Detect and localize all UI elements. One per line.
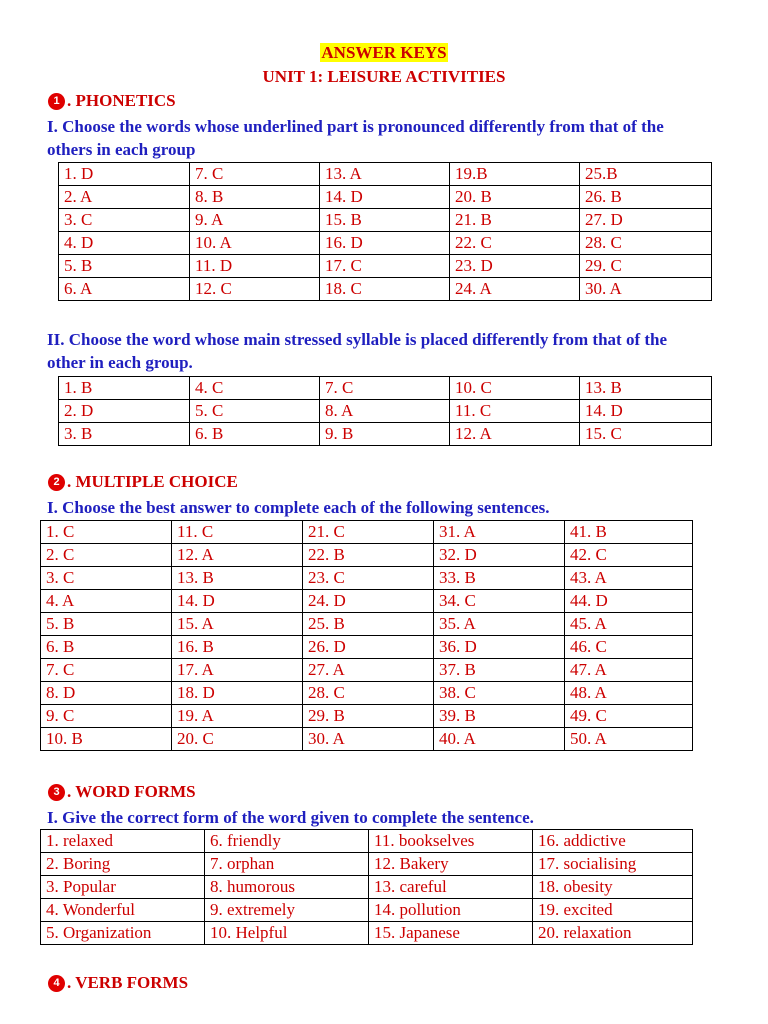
phonetics-part1-answers xyxy=(58,162,712,301)
answer-cell: 21. C xyxy=(303,521,434,544)
answer-cell: 4. A xyxy=(41,590,172,613)
answer-cell: 15. A xyxy=(172,613,303,636)
table-row xyxy=(59,377,712,400)
section-title: . VERB FORMS xyxy=(67,973,189,992)
answer-cell: 1. C xyxy=(41,521,172,544)
table-row xyxy=(41,728,693,751)
answer-cell: 12. A xyxy=(450,423,580,446)
answer-cell: 36. D xyxy=(434,636,565,659)
section-title: . WORD FORMS xyxy=(67,782,196,801)
table-row xyxy=(41,922,693,945)
answer-cell: 8. D xyxy=(41,682,172,705)
answer-cell: 18. C xyxy=(320,278,450,301)
section-word-forms-heading xyxy=(48,782,196,802)
answer-cell: 27. A xyxy=(303,659,434,682)
answer-cell: 10. B xyxy=(41,728,172,751)
answer-cell: 37. B xyxy=(434,659,565,682)
answer-cell: 13. A xyxy=(320,163,450,186)
table-row xyxy=(41,830,693,853)
answer-cell: 20. B xyxy=(450,186,580,209)
answer-cell: 47. A xyxy=(565,659,693,682)
table-row xyxy=(41,682,693,705)
table-row xyxy=(41,899,693,922)
answer-cell: 3. Popular xyxy=(41,876,205,899)
table-row xyxy=(41,613,693,636)
answer-cell: 23. D xyxy=(450,255,580,278)
answer-cell: 7. orphan xyxy=(205,853,369,876)
answer-cell: 11. bookselves xyxy=(369,830,533,853)
answer-cell: 15. C xyxy=(580,423,712,446)
table-row xyxy=(41,521,693,544)
answer-cell: 5. B xyxy=(41,613,172,636)
answer-cell: 6. A xyxy=(59,278,190,301)
answer-cell: 34. C xyxy=(434,590,565,613)
answer-cell: 8. A xyxy=(320,400,450,423)
answer-cell: 16. D xyxy=(320,232,450,255)
table-row xyxy=(41,876,693,899)
answer-cell: 9. C xyxy=(41,705,172,728)
answer-cell: 1. D xyxy=(59,163,190,186)
word-forms-answers xyxy=(40,829,693,945)
answer-cell: 19.B xyxy=(450,163,580,186)
answer-cell: 44. D xyxy=(565,590,693,613)
answer-cell: 21. B xyxy=(450,209,580,232)
page-title: ANSWER KEYS xyxy=(321,43,447,62)
answer-cell: 5. C xyxy=(190,400,320,423)
answer-cell: 14. pollution xyxy=(369,899,533,922)
section-verb-forms-heading xyxy=(48,973,188,993)
table-row xyxy=(59,163,712,186)
table-row xyxy=(41,636,693,659)
answer-cell: 2. D xyxy=(59,400,190,423)
answer-cell: 29. C xyxy=(580,255,712,278)
answer-cell: 12. C xyxy=(190,278,320,301)
answer-cell: 9. A xyxy=(190,209,320,232)
answer-cell: 28. C xyxy=(580,232,712,255)
answer-cell: 2. Boring xyxy=(41,853,205,876)
answer-cell: 17. socialising xyxy=(533,853,693,876)
answer-cell: 23. C xyxy=(303,567,434,590)
answer-cell: 46. C xyxy=(565,636,693,659)
answer-cell: 8. B xyxy=(190,186,320,209)
number-3-icon: 3 xyxy=(48,784,65,801)
phonetics-part2-answers xyxy=(58,376,712,446)
answer-cell: 31. A xyxy=(434,521,565,544)
answer-cell: 8. humorous xyxy=(205,876,369,899)
answer-cell: 13. careful xyxy=(369,876,533,899)
table-row xyxy=(41,590,693,613)
answer-cell: 4. Wonderful xyxy=(41,899,205,922)
answer-cell: 22. B xyxy=(303,544,434,567)
answer-cell: 11. D xyxy=(190,255,320,278)
table-row xyxy=(59,255,712,278)
answer-cell: 48. A xyxy=(565,682,693,705)
answer-cell: 26. D xyxy=(303,636,434,659)
answer-cell: 10. C xyxy=(450,377,580,400)
table-row xyxy=(59,400,712,423)
word-forms-instruction: I. Give the correct form of the word given to complete the sentence. xyxy=(47,808,534,827)
multiple-choice-instruction: I. Choose the best answer to complete each of the following sentences. xyxy=(47,498,550,517)
answer-cell: 13. B xyxy=(580,377,712,400)
answer-cell: 3. B xyxy=(59,423,190,446)
answer-cell: 16. B xyxy=(172,636,303,659)
answer-cell: 14. D xyxy=(320,186,450,209)
answer-cell: 14. D xyxy=(172,590,303,613)
answer-cell: 5. B xyxy=(59,255,190,278)
answer-cell: 9. B xyxy=(320,423,450,446)
answer-cell: 20. C xyxy=(172,728,303,751)
number-2-icon: 2 xyxy=(48,474,65,491)
answer-cell: 16. addictive xyxy=(533,830,693,853)
answer-cell: 13. B xyxy=(172,567,303,590)
table-row xyxy=(59,278,712,301)
answer-cell: 3. C xyxy=(41,567,172,590)
table-row xyxy=(41,705,693,728)
table-row xyxy=(59,423,712,446)
answer-cell: 45. A xyxy=(565,613,693,636)
unit-title: UNIT 1: LEISURE ACTIVITIES xyxy=(262,67,506,86)
answer-cell: 7. C xyxy=(320,377,450,400)
answer-cell: 15. Japanese xyxy=(369,922,533,945)
section-phonetics-heading xyxy=(48,91,176,111)
answer-cell: 41. B xyxy=(565,521,693,544)
answer-cell: 30. A xyxy=(580,278,712,301)
answer-cell: 10. Helpful xyxy=(205,922,369,945)
answer-cell: 26. B xyxy=(580,186,712,209)
answer-cell: 7. C xyxy=(190,163,320,186)
table-row xyxy=(41,544,693,567)
answer-cell: 4. D xyxy=(59,232,190,255)
answer-cell: 29. B xyxy=(303,705,434,728)
answer-cell: 12. A xyxy=(172,544,303,567)
answer-cell: 4. C xyxy=(190,377,320,400)
answer-cell: 11. C xyxy=(450,400,580,423)
answer-cell: 2. A xyxy=(59,186,190,209)
answer-cell: 39. B xyxy=(434,705,565,728)
section-title: . PHONETICS xyxy=(67,91,176,110)
answer-cell: 30. A xyxy=(303,728,434,751)
answer-cell: 18. obesity xyxy=(533,876,693,899)
answer-cell: 6. friendly xyxy=(205,830,369,853)
answer-cell: 24. D xyxy=(303,590,434,613)
answer-cell: 40. A xyxy=(434,728,565,751)
answer-cell: 18. D xyxy=(172,682,303,705)
answer-cell: 20. relaxation xyxy=(533,922,693,945)
answer-cell: 27. D xyxy=(580,209,712,232)
phonetics-part2-instruction: II. Choose the word whose main stressed syllable is placed differently from that of the other in each group. xyxy=(47,330,668,372)
answer-cell: 1. B xyxy=(59,377,190,400)
answer-cell: 1. relaxed xyxy=(41,830,205,853)
answer-cell: 6. B xyxy=(41,636,172,659)
answer-cell: 5. Organization xyxy=(41,922,205,945)
answer-cell: 42. C xyxy=(565,544,693,567)
answer-cell: 28. C xyxy=(303,682,434,705)
table-row xyxy=(41,853,693,876)
answer-cell: 3. C xyxy=(59,209,190,232)
answer-cell: 11. C xyxy=(172,521,303,544)
answer-cell: 49. C xyxy=(565,705,693,728)
answer-cell: 15. B xyxy=(320,209,450,232)
multiple-choice-answers xyxy=(40,520,693,751)
table-row xyxy=(41,567,693,590)
number-4-icon: 4 xyxy=(48,975,65,992)
answer-cell: 19. A xyxy=(172,705,303,728)
answer-cell: 22. C xyxy=(450,232,580,255)
answer-cell: 24. A xyxy=(450,278,580,301)
answer-cell: 10. A xyxy=(190,232,320,255)
answer-cell: 38. C xyxy=(434,682,565,705)
section-multiple-choice-heading xyxy=(48,472,238,492)
answer-cell: 17. C xyxy=(320,255,450,278)
answer-cell: 14. D xyxy=(580,400,712,423)
answer-cell: 25.B xyxy=(580,163,712,186)
answer-cell: 25. B xyxy=(303,613,434,636)
table-row xyxy=(59,232,712,255)
answer-cell: 33. B xyxy=(434,567,565,590)
answer-cell: 43. A xyxy=(565,567,693,590)
table-row xyxy=(59,186,712,209)
answer-cell: 19. excited xyxy=(533,899,693,922)
answer-cell: 2. C xyxy=(41,544,172,567)
section-title: . MULTIPLE CHOICE xyxy=(67,472,238,491)
answer-cell: 17. A xyxy=(172,659,303,682)
answer-cell: 50. A xyxy=(565,728,693,751)
number-1-icon: 1 xyxy=(48,93,65,110)
answer-cell: 35. A xyxy=(434,613,565,636)
answer-cell: 9. extremely xyxy=(205,899,369,922)
answer-cell: 32. D xyxy=(434,544,565,567)
phonetics-part1-instruction: I. Choose the words whose underlined part is pronounced differently from that of the others in each group xyxy=(47,117,664,159)
answer-cell: 12. Bakery xyxy=(369,853,533,876)
table-row xyxy=(59,209,712,232)
answer-cell: 7. C xyxy=(41,659,172,682)
answer-cell: 6. B xyxy=(190,423,320,446)
table-row xyxy=(41,659,693,682)
